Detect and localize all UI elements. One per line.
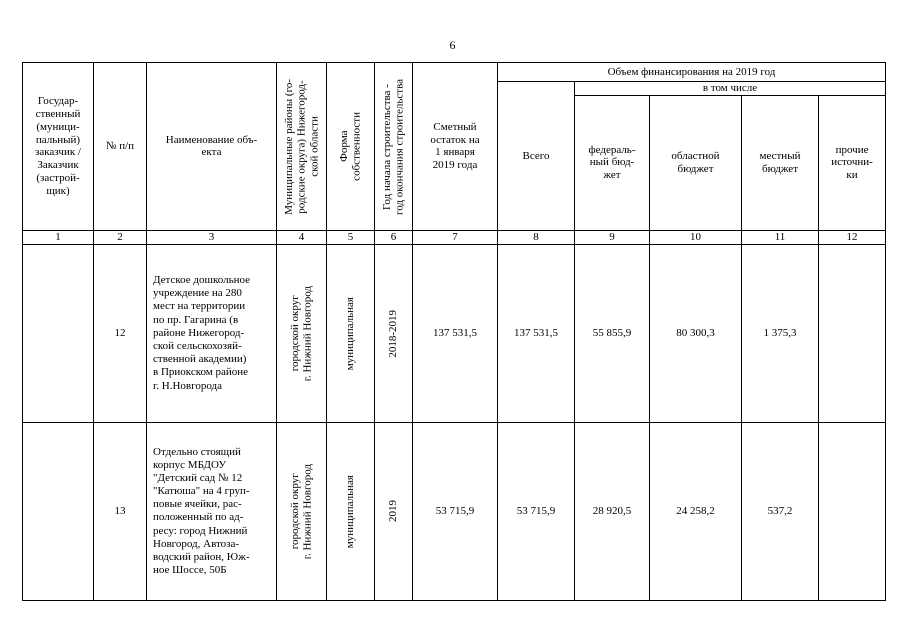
header-local: местный бюджет: [742, 95, 819, 230]
header-district: [277, 63, 327, 231]
column-number: 2: [94, 230, 147, 244]
cell-ownership-label: муниципальная: [344, 474, 357, 549]
table-row: [23, 244, 886, 422]
header-district-label: Муниципальные районы (го- родские округа) Нижегород- ской области: [282, 78, 320, 215]
cell-federal: 28 920,5: [575, 422, 650, 600]
header-years-label: Год начала строительства - год окончания строительства: [380, 78, 406, 215]
cell-name: Детское дошкольное учреждение на 280 мест на территории по пр. Гагарина (в районе Нижегород- ской сельскохозяй- ственной академии) в Приокском районе г. Н.Новгорода: [147, 244, 277, 422]
column-numbers-row: [23, 230, 886, 244]
column-number: 9: [575, 230, 650, 244]
table-row: [23, 422, 886, 600]
header-regional: областной бюджет: [650, 95, 742, 230]
cell-years: [375, 422, 413, 600]
cell-customer: [23, 244, 94, 422]
cell-local: 537,2: [742, 422, 819, 600]
header-name: Наименование объ- екта: [147, 63, 277, 231]
cell-other: [819, 244, 886, 422]
funding-table: [22, 62, 886, 601]
header-years: [375, 63, 413, 231]
header-num: № п/п: [94, 63, 147, 231]
cell-local: 1 375,3: [742, 244, 819, 422]
column-number: 8: [498, 230, 575, 244]
cell-federal: 55 855,9: [575, 244, 650, 422]
cell-ownership: [327, 422, 375, 600]
column-number: 3: [147, 230, 277, 244]
column-number: 1: [23, 230, 94, 244]
cell-name: Отдельно стоящий корпус МБДОУ "Детский сад № 12 "Катюша" на 4 груп- повые ячейки, рас- положенный по ад- ресу: город Нижний Новгород, Автоза- водский район, Юж- ное Шоссе, 50Б: [147, 422, 277, 600]
cell-ownership: [327, 244, 375, 422]
column-number: 5: [327, 230, 375, 244]
header-other: прочие источни- ки: [819, 95, 886, 230]
cell-balance: 137 531,5: [413, 244, 498, 422]
column-number: 12: [819, 230, 886, 244]
header-balance: Сметный остаток на 1 января 2019 года: [413, 63, 498, 231]
cell-ownership-label: муниципальная: [344, 296, 357, 371]
page-number: 6: [449, 38, 456, 52]
cell-balance: 53 715,9: [413, 422, 498, 600]
cell-other: [819, 422, 886, 600]
header-including: в том числе: [575, 82, 886, 96]
header-customer: Государ- ственный (муници- пальный) заказчик / Заказчик (застрой- щик): [23, 63, 94, 231]
cell-district: [277, 422, 327, 600]
cell-regional: 80 300,3: [650, 244, 742, 422]
cell-num: 12: [94, 244, 147, 422]
column-number: 11: [742, 230, 819, 244]
column-number: 6: [375, 230, 413, 244]
header-row-1: [23, 63, 886, 82]
cell-district-label: городской округ г. Нижний Новгород: [288, 285, 314, 382]
cell-years: [375, 244, 413, 422]
cell-num: 13: [94, 422, 147, 600]
header-ownership-label: Форма собственности: [337, 112, 363, 181]
header-total: Всего: [498, 82, 575, 231]
cell-years-label: 2019: [387, 500, 400, 523]
column-number: 10: [650, 230, 742, 244]
header-federal: федераль- ный бюд- жет: [575, 95, 650, 230]
cell-total: 53 715,9: [498, 422, 575, 600]
cell-district: [277, 244, 327, 422]
cell-years-label: 2018-2019: [387, 309, 400, 358]
column-number: 7: [413, 230, 498, 244]
cell-customer: [23, 422, 94, 600]
cell-total: 137 531,5: [498, 244, 575, 422]
cell-regional: 24 258,2: [650, 422, 742, 600]
column-number: 4: [277, 230, 327, 244]
cell-district-label: городской округ г. Нижний Новгород: [288, 463, 314, 560]
header-funding-group: Объем финансирования на 2019 год: [498, 63, 886, 82]
header-ownership: [327, 63, 375, 231]
